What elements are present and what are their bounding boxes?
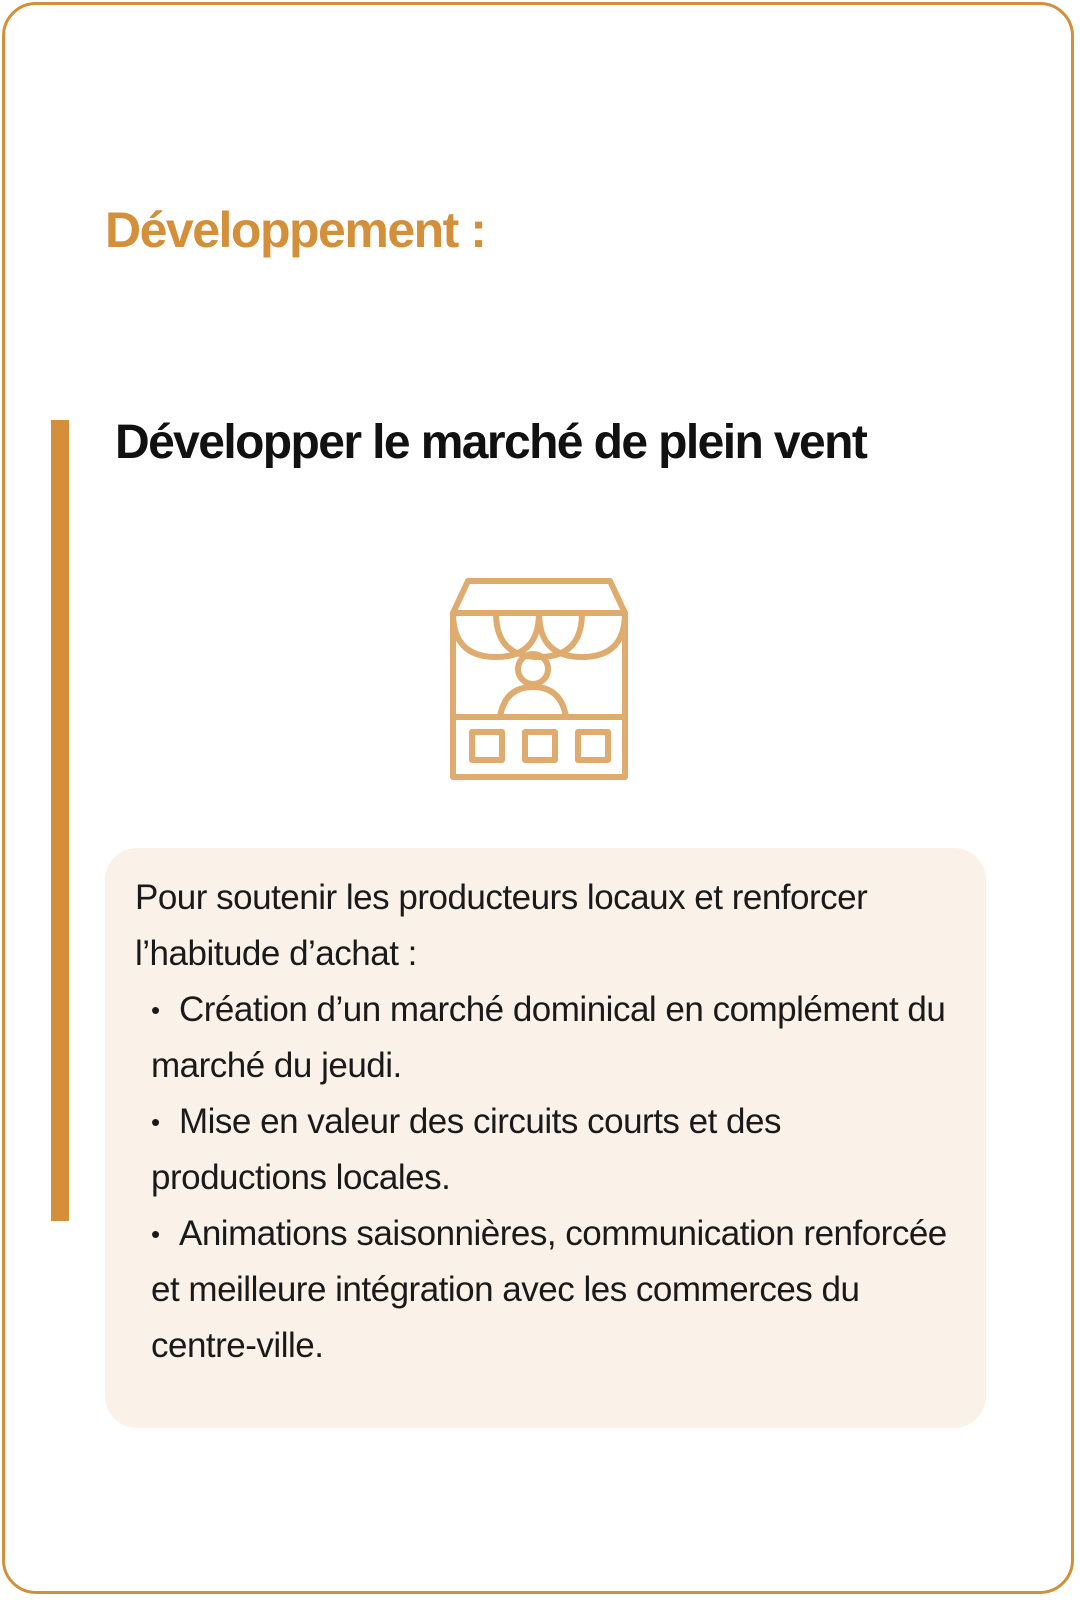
market-stall-icon (445, 557, 645, 787)
bullet-icon: • (151, 995, 160, 1025)
section-heading: Développement : (105, 202, 486, 258)
list-item-text: Animations saisonnières, communication renforcée et meilleure intégration avec les commerces du centre-ville. (151, 1214, 947, 1365)
bullet-icon: • (151, 1219, 160, 1249)
list-item (135, 1094, 956, 1206)
accent-bar (51, 420, 69, 1221)
list-item (135, 982, 956, 1094)
list-item-text: Mise en valeur des circuits courts et des productions locales. (151, 1102, 781, 1197)
description-box (105, 848, 986, 1428)
list-item (135, 1206, 956, 1374)
bullet-icon: • (151, 1107, 160, 1137)
list-item-text: Création d’un marché dominical en complément du marché du jeudi. (151, 990, 946, 1085)
description-intro: Pour soutenir les producteurs locaux et renforcer l’habitude d’achat : (135, 878, 868, 973)
block-title: Développer le marché de plein vent (115, 416, 867, 469)
info-card (2, 2, 1074, 1594)
